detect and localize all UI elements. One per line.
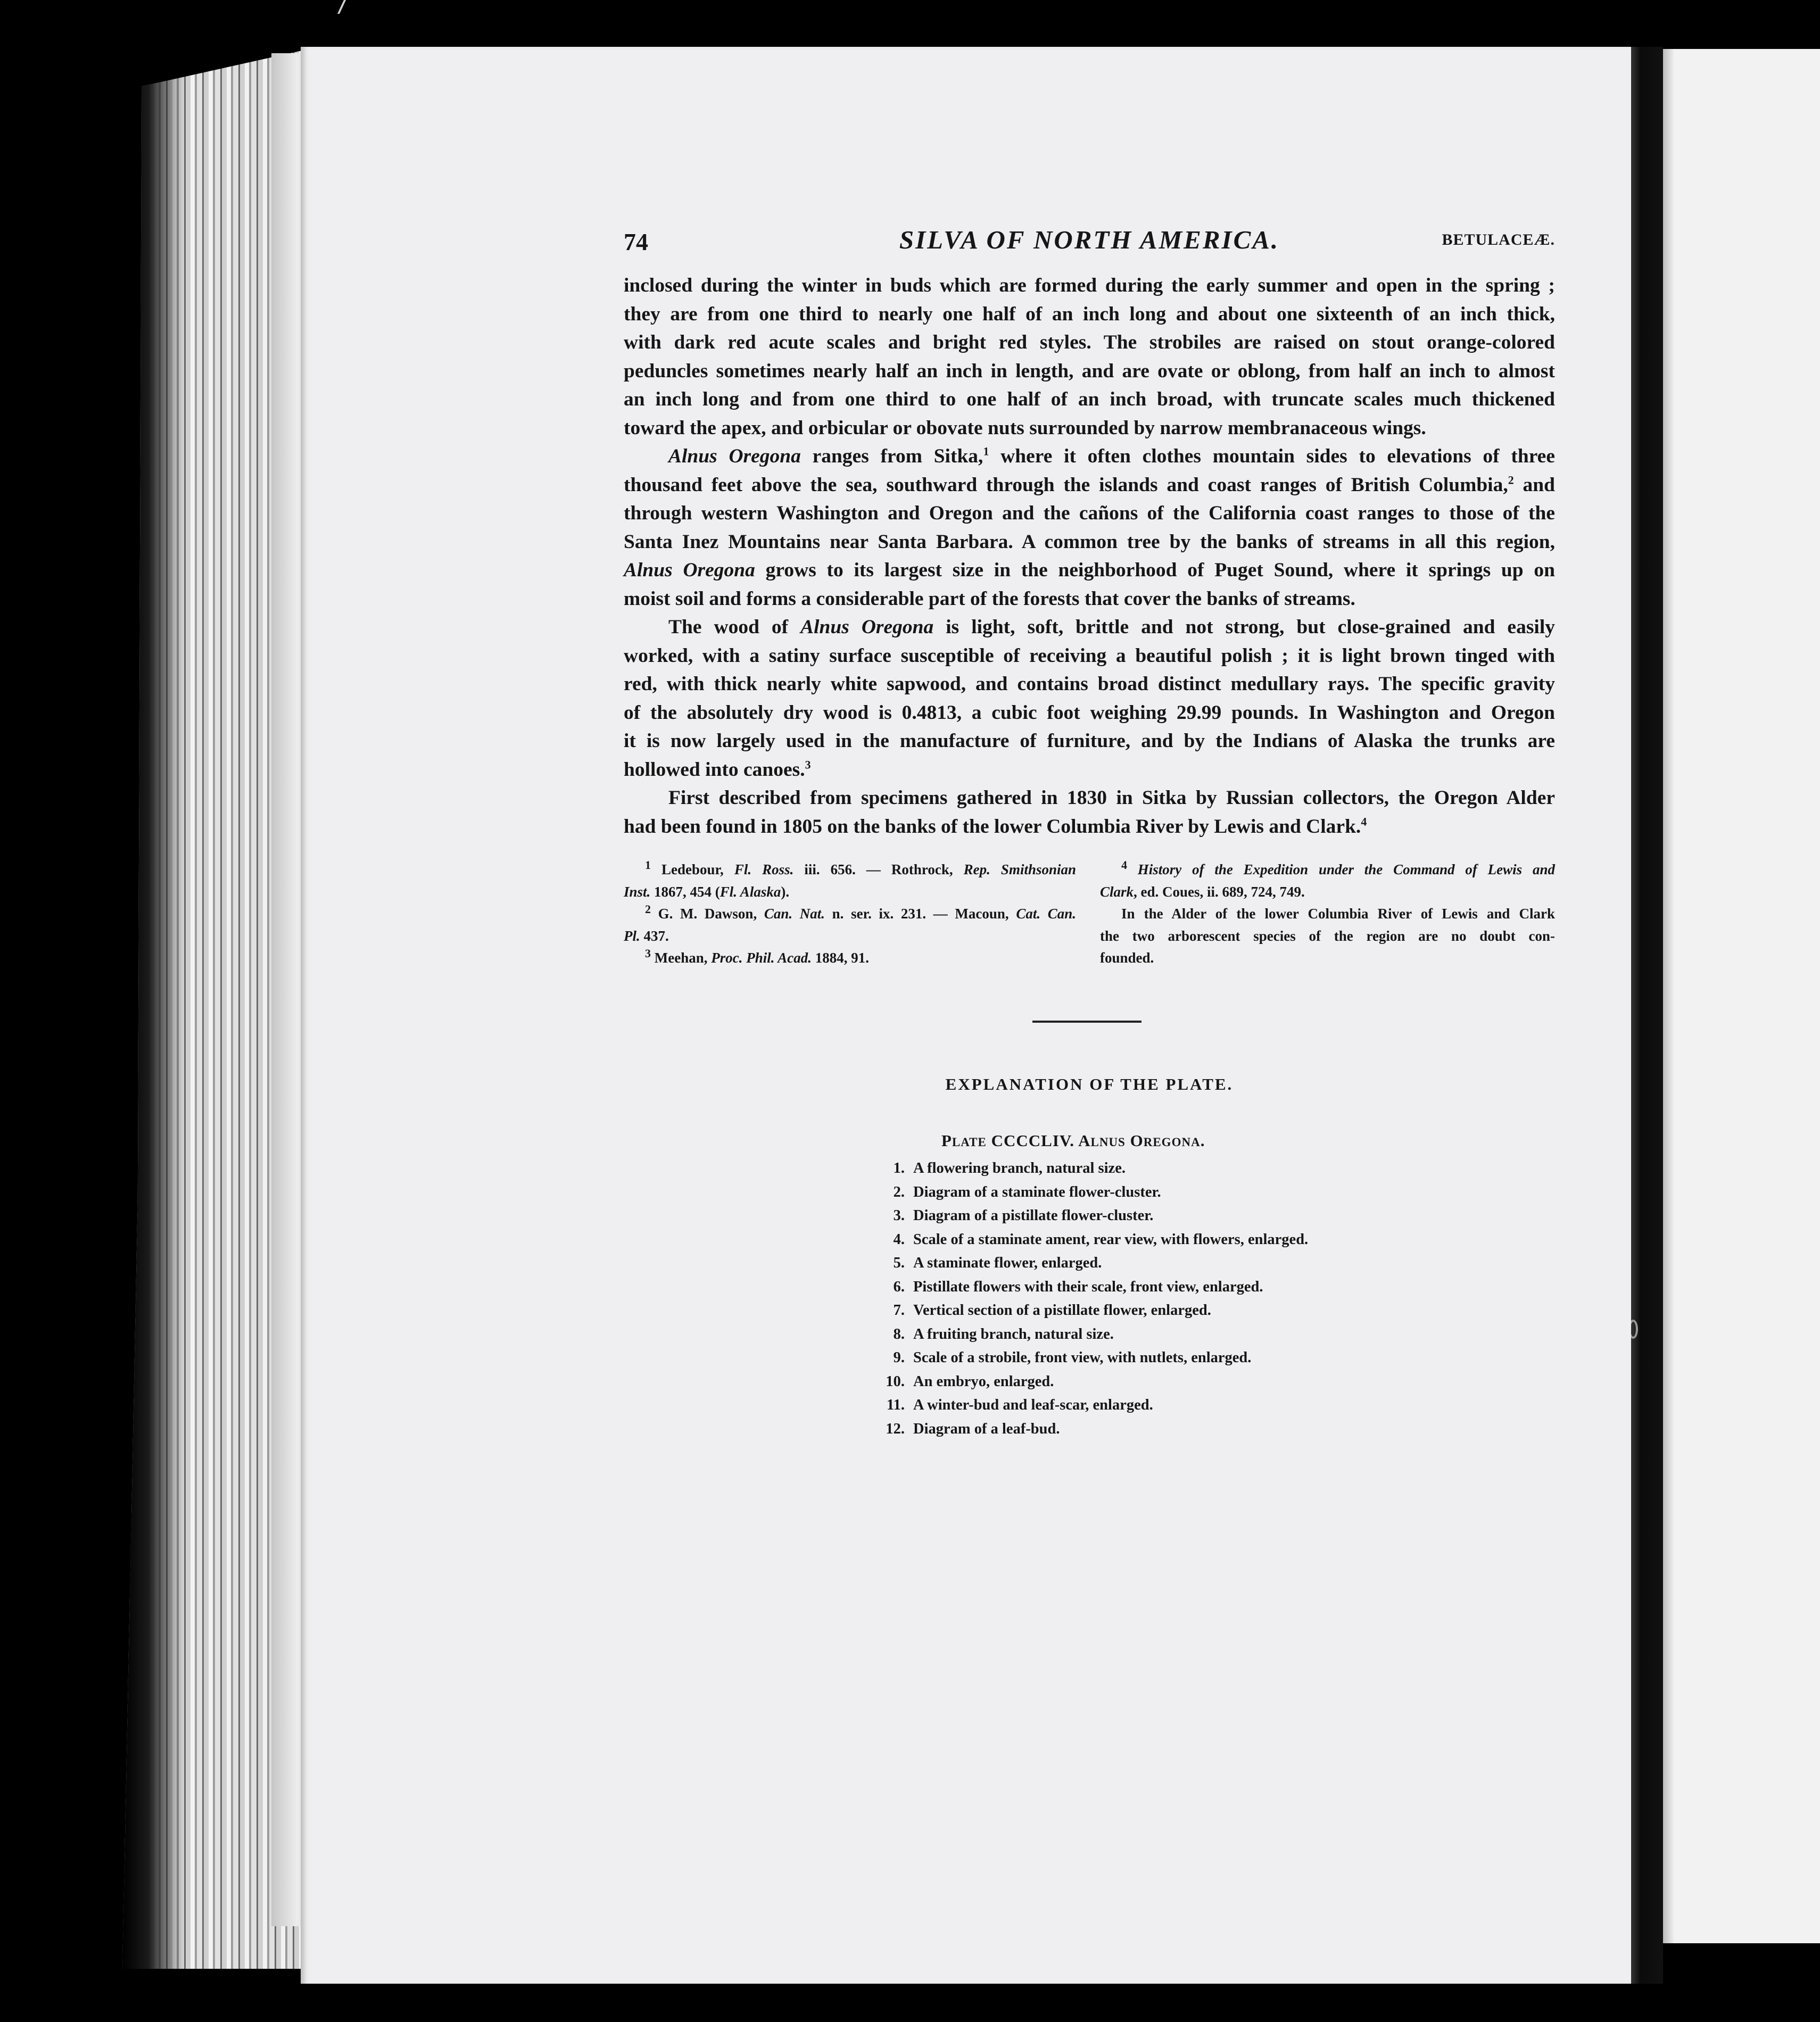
- text-span: A: [1078, 1131, 1091, 1150]
- text-span: n. ser. ix. 231. — Macoun,: [825, 906, 1016, 922]
- text-span: 437.: [640, 927, 669, 944]
- text-line: with dark red acute scales and bright red styles. The strobiles are raised on stout orange-colored: [624, 332, 1555, 353]
- running-header: [624, 223, 1555, 271]
- text-span: LATE: [952, 1136, 987, 1149]
- footnote-4: [1100, 859, 1555, 969]
- paragraph-description: [624, 271, 1555, 442]
- item-text: Vertical section of a pistillate flower, enlarged.: [913, 1302, 1211, 1319]
- list-item: [867, 1326, 1308, 1350]
- citation-title: Inst.: [624, 883, 651, 900]
- species-name: Alnus Oregona: [668, 445, 801, 467]
- text-line: [624, 756, 1555, 784]
- text-span: where it often clothes mountain sides to elevations of three: [989, 445, 1555, 467]
- footnote-mark: 1: [645, 858, 651, 872]
- text-span: 1867, 454 (: [650, 883, 720, 900]
- text-span: O: [1125, 1131, 1144, 1150]
- section-name: BETULACEÆ.: [1442, 231, 1555, 248]
- list-item: [867, 1184, 1308, 1208]
- explanation-heading: EXPLANATION OF THE PLATE.: [945, 1075, 1234, 1093]
- text-line: In the Alder of the lower Columbia River of Lewis and Clark: [1121, 906, 1555, 922]
- footnote-ref: 2: [1508, 473, 1514, 486]
- page-text-block: [624, 223, 1555, 987]
- item-number: 11.: [886, 1397, 905, 1413]
- text-span: G. M. Dawson,: [651, 906, 764, 922]
- text-line: of the absolutely dry wood is 0.4813, a cubic foot weighing 29.99 pounds. In Washington and Oregon: [624, 701, 1555, 724]
- text-line: [624, 613, 1555, 642]
- item-number: 10.: [886, 1373, 905, 1390]
- text-span: Meehan,: [651, 950, 712, 966]
- footnotes-right-column: [1100, 859, 1555, 969]
- plate-explanation: [624, 1075, 1555, 1437]
- item-text: Diagram of a staminate flower-cluster.: [913, 1183, 1161, 1200]
- text-line: it is now largely used in the manufacture of furniture, and by the Indians of Alaska the trunks are: [624, 730, 1555, 752]
- item-text: A winter-bud and leaf-scar, enlarged.: [913, 1397, 1153, 1413]
- item-number: 9.: [893, 1349, 905, 1366]
- footnote-mark: 2: [645, 902, 651, 916]
- text-line: [624, 471, 1555, 500]
- item-text: Pistillate flowers with their scale, front view, enlarged.: [913, 1278, 1263, 1295]
- page-number: 74: [624, 228, 648, 255]
- footnote-mark: 3: [645, 947, 651, 960]
- item-text: A fruiting branch, natural size.: [913, 1325, 1114, 1343]
- item-text: A staminate flower, enlarged.: [913, 1255, 1102, 1271]
- text-span: The wood of: [668, 616, 801, 638]
- text-span: P: [941, 1131, 952, 1150]
- text-line: inclosed during the winter in buds which are formed during the early summer and open in the spring ;: [624, 275, 1555, 296]
- item-number: 8.: [893, 1325, 905, 1343]
- list-item: [867, 1231, 1308, 1255]
- text-span: iii. 656. — Rothrock,: [793, 861, 964, 877]
- text-span: hollowed into canoes.: [624, 758, 805, 781]
- text-line: through western Washington and Oregon and the cañons of the California coast ranges to those of the: [624, 502, 1555, 524]
- plate-title: [941, 1131, 1205, 1150]
- citation-title: History of the Expedition under the Command of Lewis and: [1127, 861, 1555, 877]
- text-line: moist soil and forms a considerable part of the forests that cover the banks of streams.: [624, 587, 1355, 610]
- species-name: Alnus Oregona: [624, 559, 755, 581]
- text-span: Ledebour,: [651, 861, 734, 877]
- text-span: ranges from Sitka,: [800, 445, 983, 467]
- text-line: Santa Inez Mountains near Santa Barbara. A common tree by the banks of streams in all this region,: [624, 531, 1555, 553]
- item-number: 3.: [893, 1207, 905, 1224]
- list-item: [867, 1373, 1308, 1397]
- text-span: CCCCLIV.: [986, 1131, 1079, 1150]
- item-number: 12.: [886, 1420, 905, 1437]
- text-line: peduncles sometimes nearly half an inch in length, and are ovate or oblong, from half an inch to almost: [624, 360, 1555, 382]
- footnotes: [624, 859, 1555, 987]
- list-item: [867, 1421, 1308, 1445]
- paragraph-history: [624, 784, 1555, 841]
- text-line: red, with thick nearly white sapwood, and contains broad distinct medullary rays. The specific gravity: [624, 673, 1555, 695]
- text-line: an inch long and from one third to one half of an inch broad, with truncate scales much thickened: [624, 388, 1555, 410]
- list-item: [867, 1397, 1308, 1421]
- item-number: 6.: [893, 1278, 905, 1295]
- footnote-3: [624, 947, 1076, 969]
- running-title: SILVA OF NORTH AMERICA.: [899, 225, 1280, 254]
- list-item: [867, 1255, 1308, 1279]
- list-item: [867, 1207, 1308, 1231]
- citation-title: Pl.: [624, 927, 640, 944]
- citation-title: Proc. Phil. Acad.: [711, 950, 812, 966]
- text-line: the two arborescent species of the region are no doubt con-: [1100, 927, 1555, 944]
- text-line: First described from specimens gathered in 1830 in Sitka by Russian collectors, the Oregon Alder: [668, 787, 1555, 809]
- right-page-shadow: [1626, 47, 1663, 1984]
- citation-title: Can. Nat.: [764, 906, 825, 922]
- text-span: is light, soft, brittle and not strong, but close-grained and easily: [933, 616, 1555, 638]
- item-number: 4.: [893, 1231, 905, 1248]
- text-line: toward the apex, and orbicular or obovate nuts surrounded by narrow membranaceous wings.: [624, 417, 1426, 439]
- text-span: LNUS: [1090, 1136, 1126, 1149]
- scan-mark: [337, 0, 351, 14]
- footnote-1: [624, 859, 1076, 903]
- list-item: [867, 1302, 1308, 1326]
- species-name: Alnus Oregona: [800, 616, 934, 638]
- text-line: [624, 556, 1555, 585]
- citation-title: Fl. Ross.: [734, 861, 794, 877]
- list-item: [867, 1349, 1308, 1373]
- section-divider: [1032, 1021, 1141, 1023]
- plate-figure-list: [867, 1160, 1308, 1444]
- item-number: 5.: [893, 1255, 905, 1271]
- text-span: ).: [781, 883, 790, 900]
- text-span: and: [1513, 474, 1555, 496]
- citation-title: Clark: [1100, 883, 1134, 900]
- text-line: [624, 813, 1555, 841]
- text-span: had been found in 1805 on the banks of the lower Columbia River by Lewis and Clark.: [624, 815, 1361, 838]
- paragraph-range: [624, 442, 1555, 613]
- citation-title: Rep. Smithsonian: [963, 861, 1077, 877]
- footnote-ref: 1: [983, 444, 989, 458]
- item-text: Scale of a strobile, front view, with nutlets, enlarged.: [913, 1349, 1252, 1366]
- item-text: Scale of a staminate ament, rear view, with flowers, enlarged.: [913, 1231, 1309, 1248]
- text-span: thousand feet above the sea, southward through the islands and coast ranges of British Columbia,: [624, 474, 1508, 496]
- item-number: 1.: [893, 1160, 905, 1176]
- next-page-edge: [1663, 49, 1820, 1943]
- text-span: REGONA: [1143, 1136, 1201, 1149]
- footnote-ref: 4: [1361, 815, 1367, 828]
- text-span: .: [1200, 1131, 1205, 1150]
- list-item: [867, 1160, 1308, 1184]
- item-text: Diagram of a pistillate flower-cluster.: [913, 1207, 1154, 1224]
- paragraph-wood: [624, 613, 1555, 784]
- footnote-mark: 4: [1121, 858, 1127, 872]
- citation-title: Cat. Can.: [1016, 906, 1076, 922]
- list-item: [867, 1279, 1308, 1303]
- text-line: worked, with a satiny surface susceptible of receiving a beautiful polish ; it is light brown tinged with: [624, 644, 1555, 667]
- item-number: 2.: [893, 1183, 905, 1200]
- footnote-2: [624, 903, 1076, 947]
- text-span: 1884, 91.: [811, 950, 869, 966]
- item-number: 7.: [893, 1302, 905, 1319]
- text-line: founded.: [1100, 950, 1154, 966]
- footnote-ref: 3: [805, 758, 811, 771]
- item-text: An embryo, enlarged.: [913, 1373, 1054, 1390]
- text-span: grows to its largest size in the neighborhood of Puget Sound, where it springs up on: [755, 559, 1555, 581]
- item-text: Diagram of a leaf-bud.: [913, 1420, 1060, 1437]
- item-text: A flowering branch, natural size.: [913, 1160, 1126, 1176]
- citation-title: Fl. Alaska: [719, 883, 781, 900]
- footnotes-left-column: [624, 859, 1076, 969]
- text-line: they are from one third to nearly one half of an inch long and about one sixteenth of an inch thick,: [624, 303, 1555, 325]
- text-span: , ed. Coues, ii. 689, 724, 749.: [1134, 883, 1305, 900]
- text-line: [624, 442, 1555, 471]
